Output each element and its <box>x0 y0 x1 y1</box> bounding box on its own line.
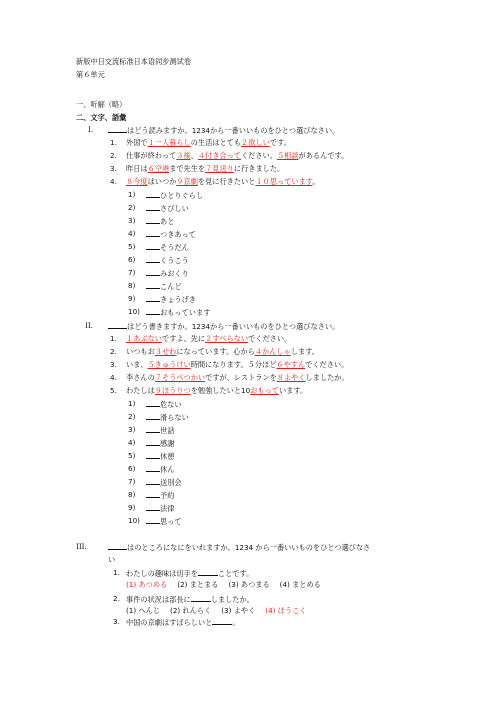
choice-item <box>146 438 174 448</box>
option: (4) まとめる <box>279 580 321 589</box>
target-word: １一人暮らし <box>147 138 191 147</box>
sentence-segment: ですが、レストランを <box>205 373 277 382</box>
choice-number: 6) <box>128 464 136 473</box>
choice-number: 10) <box>128 516 140 525</box>
choice-number: 9) <box>128 503 136 512</box>
choice-text: 思って <box>160 517 182 526</box>
choice-text: そうだん <box>160 243 189 252</box>
item-prefix: わたしの趣味は切手を <box>126 569 198 578</box>
item-suffix: 。 <box>232 618 240 627</box>
choice-number: 5) <box>128 242 136 251</box>
answer-blank <box>146 399 160 407</box>
answer-blank <box>146 490 160 498</box>
sentence-text <box>126 360 348 369</box>
option: (3) あつまる <box>228 580 270 589</box>
choice-number: 9) <box>128 294 136 303</box>
target-word: ７見送り <box>205 164 234 173</box>
target-word: ４付き合って <box>197 151 241 160</box>
choice-number: 2) <box>128 412 136 421</box>
choice-item <box>146 451 174 461</box>
sentence-segment: を見に行きたいと <box>197 177 256 186</box>
sentence-segment: 昨日は <box>126 164 148 173</box>
answer-blank <box>146 294 160 302</box>
target-word: ６空港 <box>147 164 170 173</box>
item-number: 2. <box>113 594 120 603</box>
choice-item <box>146 281 182 291</box>
option: (2) まとまる <box>177 580 219 589</box>
item-number: 3. <box>113 617 120 626</box>
answer-blank <box>146 503 160 511</box>
choice-text: ひとりぐらし <box>160 191 204 200</box>
sentence-segment: でください。 <box>305 360 349 369</box>
target-word: ５相談 <box>276 151 299 160</box>
choice-text: こんど <box>160 282 182 291</box>
answer-blank <box>146 229 160 237</box>
sentence-segment: の生活はとても <box>190 138 242 147</box>
sentence-segment: 。 <box>312 177 320 186</box>
part3-question <box>108 542 370 552</box>
sentence-number: 1. <box>110 138 117 147</box>
item-prefix: 中国の京劇はすばらしいと <box>126 618 213 627</box>
sentence-number: 2. <box>110 151 117 160</box>
sentence-text <box>126 334 291 343</box>
part1-question-text: はどう読みますか。1234から一番いいものをひとつ選びなさい。 <box>127 126 340 135</box>
choice-text: きょうげき <box>160 295 196 304</box>
sentence-text <box>126 164 284 173</box>
target-word: ９ほうりつ <box>154 386 191 395</box>
answer-blank <box>108 125 127 133</box>
answer-blank <box>146 451 160 459</box>
answer-blank <box>198 568 218 576</box>
answer-blank <box>146 242 160 250</box>
choice-item <box>146 464 174 474</box>
choice-item <box>146 516 182 526</box>
sentence-segment: 仕事が終わって <box>126 151 177 160</box>
choice-item <box>146 399 182 409</box>
part3-question-text: はのところになにをいれますか。1234 から一番いいものをひとつ選びなさ <box>127 543 371 552</box>
choice-text: 法律 <box>160 504 175 513</box>
answer-blank <box>146 477 160 485</box>
sentence-number: 2. <box>110 347 117 356</box>
choice-item <box>146 307 210 317</box>
target-word: ２すべらない <box>205 334 249 343</box>
unit-label: 第６单元 <box>76 70 105 79</box>
sentence-segment: ですよ、先に <box>161 334 206 343</box>
option: (3) よやく <box>221 606 256 615</box>
choice-number: 10) <box>128 307 140 316</box>
choice-item <box>146 294 196 304</box>
sentence-number: 3. <box>110 360 117 369</box>
sentence-segment: です。 <box>269 138 291 147</box>
item-text <box>126 594 254 604</box>
choice-text: あと <box>160 217 175 226</box>
sentence-text <box>126 151 348 160</box>
choice-text: 送別会 <box>160 478 182 487</box>
sentence-segment: になっています。心から <box>176 347 255 356</box>
choice-text: 危ない <box>160 400 182 409</box>
choice-text: さびしい <box>160 204 189 213</box>
choice-number: 1) <box>128 399 136 408</box>
sentence-segment: わたしは <box>126 386 155 395</box>
choice-item <box>146 477 182 487</box>
choice-item <box>146 268 189 278</box>
sentence-number: 4. <box>110 177 117 186</box>
choice-number: 5) <box>128 451 136 460</box>
answer-blank <box>146 425 160 433</box>
sentence-segment: はいつか <box>147 177 177 186</box>
answer-blank <box>146 190 160 198</box>
sentence-segment: いま、 <box>126 360 148 369</box>
answer-blank <box>212 617 232 625</box>
sentence-segment: ください。 <box>240 151 277 160</box>
sentence-text <box>126 177 320 186</box>
target-word: １０思っています <box>255 177 313 186</box>
sentence-text <box>126 347 319 356</box>
section-listening: 一、听解（略） <box>76 100 127 109</box>
target-word: ８よやく <box>276 373 306 382</box>
answer-blank <box>146 412 160 420</box>
part1-roman: I. <box>88 125 94 134</box>
choice-text: 感謝 <box>160 439 175 448</box>
choice-item <box>146 412 189 422</box>
sentence-segment: 時間になります。５分ほど <box>190 360 277 369</box>
choice-item <box>146 490 174 500</box>
choice-text: みおくり <box>160 269 189 278</box>
answer-blank <box>108 542 127 550</box>
choice-item <box>146 242 189 252</box>
sentence-segment: があるんです。 <box>298 151 349 160</box>
choice-text: 休ん <box>160 465 175 474</box>
choice-number: 2) <box>128 203 136 212</box>
answer-blank <box>191 594 211 602</box>
choice-text: くうこう <box>160 256 189 265</box>
choice-item <box>146 255 189 265</box>
sentence-number: 3. <box>110 164 117 173</box>
item-options <box>126 580 331 589</box>
item-text <box>126 617 239 627</box>
item-options <box>126 606 317 615</box>
choice-text: 滑らない <box>160 413 189 422</box>
target-word: ８今度 <box>126 177 148 186</box>
sentence-segment: まで先生を <box>169 164 206 173</box>
answer-blank <box>146 464 160 472</box>
choice-number: 8) <box>128 281 136 290</box>
target-word: ６やすん <box>276 360 306 369</box>
correct-option: (1) あつめる <box>126 580 168 589</box>
sentence-text <box>126 373 349 382</box>
target-word: ２欲しい <box>241 138 270 147</box>
part2-roman: II. <box>85 321 93 330</box>
sentence-number: 4. <box>110 373 117 382</box>
item-suffix: ことです。 <box>217 569 254 578</box>
item-number: 1. <box>113 568 120 577</box>
choice-item <box>146 216 174 226</box>
answer-blank <box>146 203 160 211</box>
target-word: おもって <box>250 386 279 395</box>
answer-blank <box>146 255 160 263</box>
target-word: ３せわ <box>154 347 177 356</box>
choice-number: 4) <box>128 229 136 238</box>
choice-number: 3) <box>128 425 136 434</box>
target-word: ９京劇 <box>176 177 198 186</box>
sentence-number: 5. <box>110 386 117 395</box>
choice-text: 世話 <box>160 426 175 435</box>
target-word: ５きゅうけい <box>147 360 191 369</box>
part3-question-cont: い <box>108 555 116 564</box>
choice-number: 6) <box>128 255 136 264</box>
answer-blank <box>146 438 160 446</box>
target-word: ３後 <box>176 151 191 160</box>
choice-item <box>146 229 196 239</box>
part2-question-text: はどう書きますか。1234から一番いいものをひとつ選びなさい。 <box>127 322 340 331</box>
sentence-segment: いつもお <box>126 347 155 356</box>
choice-number: 7) <box>128 268 136 277</box>
sentence-text <box>126 386 307 395</box>
choice-number: 7) <box>128 477 136 486</box>
choice-item <box>146 203 189 213</box>
sentence-segment: 、 <box>190 151 198 160</box>
target-word: ７そうべつかい <box>154 373 206 382</box>
item-prefix: 事件の状況は部長に <box>126 595 191 604</box>
target-word: １あぶない <box>126 334 162 343</box>
part1-question <box>108 125 339 135</box>
choice-number: 1) <box>128 190 136 199</box>
sentence-segment: に行きました。 <box>233 164 285 173</box>
sentence-segment: でください。 <box>248 334 292 343</box>
sentence-segment: 外国で <box>126 138 148 147</box>
sentence-segment: を勉強したいと10 <box>190 386 251 395</box>
item-suffix: しましたか。 <box>210 595 254 604</box>
option: (2) れんらく <box>170 606 212 615</box>
target-word: ４かんしゃ <box>254 347 291 356</box>
sentence-segment: します。 <box>290 347 319 356</box>
correct-option: (4) ほうこく <box>265 606 307 615</box>
sentence-segment: 李さんの <box>126 373 155 382</box>
choice-text: 予約 <box>160 491 175 500</box>
choice-text: おもっています <box>160 308 211 317</box>
choice-item <box>146 503 174 513</box>
item-text <box>126 568 253 578</box>
sentence-text <box>126 138 291 147</box>
part2-question <box>108 321 339 331</box>
part3-roman: III. <box>76 542 87 551</box>
choice-number: 3) <box>128 216 136 225</box>
doc-title: 新版中日交流标准日本语同步测试卷 <box>76 57 192 66</box>
section-vocab: 二、文字、語彙 <box>76 113 127 122</box>
answer-blank <box>146 281 160 289</box>
choice-number: 8) <box>128 490 136 499</box>
choice-item <box>146 425 174 435</box>
sentence-segment: います。 <box>278 386 308 395</box>
answer-blank <box>108 321 127 329</box>
answer-blank <box>146 268 160 276</box>
sentence-segment: しましたか。 <box>305 373 349 382</box>
choice-number: 4) <box>128 438 136 447</box>
sentence-number: 1. <box>110 334 117 343</box>
answer-blank <box>146 516 160 524</box>
choice-text: つきあって <box>160 230 196 239</box>
choice-text: 休憩 <box>160 452 175 461</box>
option: (1) へんじ <box>126 606 161 615</box>
choice-item <box>146 190 203 200</box>
answer-blank <box>146 307 160 315</box>
answer-blank <box>146 216 160 224</box>
